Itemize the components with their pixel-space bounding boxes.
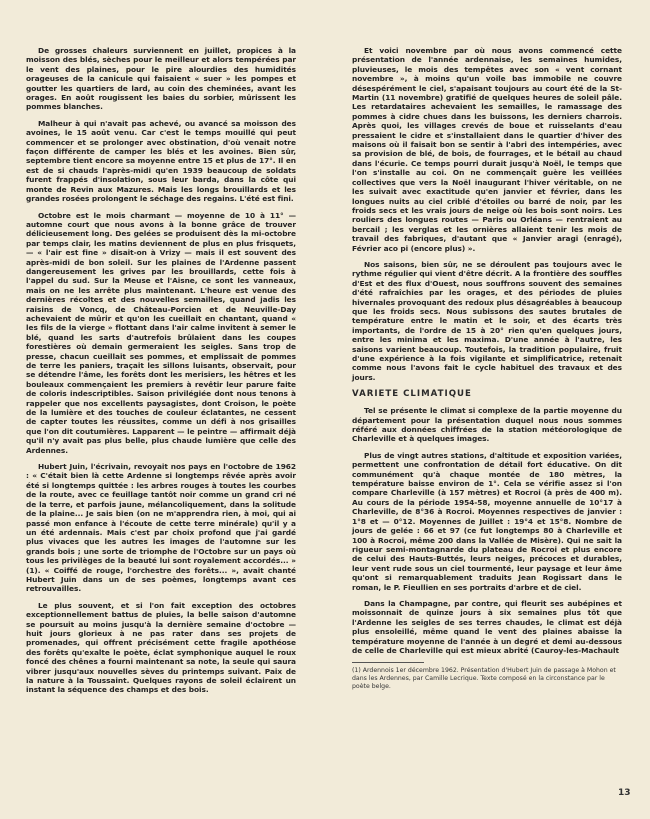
footnote: (1) Ardennois 1er décembre 1962. Présentation d'Hubert Juin de passage à Mohon et dans les Ardennes, par Camille Lecrique. Texte composé en la circonstance par le poète belge. — [352, 667, 616, 690]
section-heading: VARIETE CLIMATIQUE — [352, 389, 472, 400]
left-column — [26, 46, 296, 702]
right-column — [352, 46, 622, 690]
paragraph-climate-intro: Tel se présente le climat si complexe de la partie moyenne du département pour la présentation duquel nous nous sommes référé aux données chiffrées de la station météorologique de Charleville et à quelques images. — [352, 406, 622, 444]
paragraph-harvest-heat: De grosses chaleurs surviennent en juillet, propices à la moisson des blés, sèches pour le meilleur et alors tempérées par le vent des plaines, pour le pire alourdies des humidités orageuses de la canicule qui faisaient « suer » les pompes et goutter les quartiers de lard, au coin des cheminées, avant les orages. En août rougissent les baies du sorbier, mûrissent les pommes blanches. — [26, 46, 296, 112]
paragraph-hubert-juin: Hubert Juin, l'écrivain, revoyait nos pays en l'octobre de 1962 : « C'était bien là cette Ardenne si longtemps rêvée après avoir été si longtemps quittée : les arbres rouges à toutes les courbes de la route, avec ce feuillage tantôt noir comme un grand cri né de la terre, et parfois jaune, mélancoliquement, dans la solitude de la plaine... Je sais bien (on ne m'apprendra rien, à moi, qui ai passé mon enfance à l'écoute de cette terre minérale) qu'il y a un été ardennais. Mais c'est par choix profond que j'ai gardé plus vivaces que les autres les images de l'automne sur les grands bois ; une sorte de triomphe de l'Octobre sur un pays où tous les privilèges de la beauté lui sont royalement accordés... » (1). « Coiffé de rouge, l'orchestre des forêts... », avait chanté Hubert Juin dans un de ses poèmes, longtemps avant ces retrouvailles. — [26, 462, 296, 594]
page-number: 13 — [618, 788, 631, 798]
paragraph-champagne: Dans la Champagne, par contre, qui fleurit ses aubépines et moissonnait de quinze jours à six semaines plus tôt que l'Ardenne les seigles de ses terres chaudes, le climat est déjà plus ensoleillé, même quand le vent des plaines abaisse la température moyenne de l'année à un degré et demi au-dessous de celle de Charleville qui est mieux abrité (Cauroy-les-Machault — [352, 598, 622, 655]
paragraph-october: Octobre est le mois charmant — moyenne de 10 à 11° — automne court que nous avons à la bonne grâce de trouver délicieusement long. Des gelées se produisent dès la mi-octobre par temps clair, les matins deviennent de plus en plus frisquets, — « l'air est fine » disait-on à Vrizy — mais il est souvent des après-midi de bon soleil. Sur les plaines de l'Ardenne passent dangereusement les grives par les brouillards, cette fois à l'appel du sud. Sur la Meuse et l'Aisne, ce sont les vanneaux, mais on ne les arrête plus maintenant. L'heure est venue des dernières récoltes et des nouvelles semailles, quand jadis les raisins de Voncq, de Château-Porcien et de Neuville-Day achevaient de mûrir et qu'on les cueillait en chantant, quand « les fils de la vierge » flottant dans l'air calme invitent à semer le blé, quand les sarts d'autrefois brûlaient dans les coupes forestières où demain germeraient les seigles. Sans trop de presse, chacun cueillait ses pommes, et emplissait de pommes de terre les paniers, traçait les sillons luisants, observait, pour se détendre l'âme, les forêts dont les merisiers, les hêtres et les bouleaux commençaient les premiers à revêtir leur parure faite de coloris indescriptibles. Saison privilégiée dont nous tenons à rappeler que nos excellents paysagistes, dont Croison, le poète de la lumière et des touches de couleur éclatantes, ne cessent de capter toutes les réussites, comme un défi à nos grisailles que l'on dit coutumières. Lapparent — le peintre — affirmait déjà qu'il n'y avait pas plus belle, plus chaude lumière que celle des Ardennes. — [26, 210, 296, 455]
footnote-divider — [352, 662, 424, 663]
paragraph-stations: Plus de vingt autres stations, d'altitude et exposition variées, permettent une confrontation de détail fort éducative. On dit communément qu'à chaque montée de 180 mètres, la température baisse environ de 1°. Cela se vérifie assez si l'on compare Charleville (à 157 mètres) et Rocroi (à près de 400 m). Au cours de la période 1954-58, moyenne annuelle de 10°17 à Charleville, de 8°36 à Rocroi. Moyennes respectives de janvier : 1°8 et — 0°12. Moyennes de Juillet : 19°4 et 15°8. Nombre de jours de gelée : 66 et 97 (ce fut longtemps 80 à Charleville et 100 à Rocroi, même 200 dans la Vallée de Misère). Qui ne sait la rigueur semi-montagnarde du plateau de Rocroi et plus encore de celui des Hauts-Buttés, leurs neiges, précoces et durables, leur vent rude sous un ciel tourmenté, leur paysage et leur âme qu'ont si remarquablement traduits Jean Rogissart dans le roman, le P. Fieullien en ses portraits d'arbre et de ciel. — [352, 450, 622, 592]
paragraph-late-october: Le plus souvent, et si l'on fait exception des octobres exceptionnellement battus de pluies, la belle saison d'automne se poursuit au moins jusqu'à la dernière semaine d'octobre — huit jours glorieux à ne pas rater dans ses projets de promenades, qui offrent précisément cette fragile apothéose des forêts qu'exalte le poète, éclat symphonique auquel le roux foncé des chênes a fourni maintenant sa note, la seule qui saura vibrer jusqu'aux nouvelles sèves du printemps suivant. Paix de la nature à la Toussaint. Quelques rayons de soleil éclairent un instant la séquence des champs et des bois. — [26, 600, 296, 695]
paragraph-november: Et voici novembre par où nous avons commencé cette présentation de l'année ardennaise, les semaines humides, pluvieuses, le mois des tempêtes avec son « vent cornant novembre », à moins qu'un voile bas immobile ne couvre désespérément le ciel, s'apaisant toujours au court été de la St-Martin (11 novembre) gratifié de quelques heures de soleil pâle. Les retardataires achevaient les semailles, le ramassage des pommes à cidre chues dans les buissons, les derniers charrois. Après quoi, les villages crevés de boue et ruisselants d'eau pressaient le cidre et s'installaient dans le quartier d'hiver des maisons où il faisait bon se sentir à l'abri des intempéries, avec sa provision de blé, de bois, de fourrages, et le bétail au chaud dans l'écurie. Ce temps pourri durait jusqu'à Noël, le temps que l'on s'installe au coi. On ne commençait guère les veillées collectives que vers la Noël inaugurant l'hiver véritable, on ne les suivait avec exactitude qu'en janvier et février, dans les longues nuits au ciel criblé d'étoiles ou barré de noir, par les froids secs et les vrais jours de neige où les bois sont noirs. Les rouliers des longues routes — Paris ou Orléans — rentraient au bercail ; les verglas et les ornières allaient tenir les mois de travail des fabriques, d'autant que « Janvier aragi (enragé), Février aco pi (encore plus) ». — [352, 46, 622, 253]
paragraph-seasons-variation: Nos saisons, bien sûr, ne se déroulent pas toujours avec le rythme régulier qui vient d'être décrit. A la frontière des souffles d'Est et des flux d'Ouest, nous souffrons souvent des semaines d'été rafraîchies par les orages, et des périodes de pluies hivernales provoquant des redoux plus désagréables à beaucoup que les froids secs. Nous subissons des sautes brutales de température entre le matin et le soir, et des écarts très importants, de l'ordre de 15 à 20° rien qu'en quelques jours, entre les minima et les maxima. D'une année à l'autre, les saisons varient beaucoup. Toutefois, la tradition populaire, fruit d'une expérience à la fois vigilante et simplificatrice, retenait comme nous l'avons fait le cycle habituel des travaux et des jours. — [352, 259, 622, 382]
paragraph-august-oats: Malheur à qui n'avait pas achevé, ou avancé sa moisson des avoines, le 15 août venu. Car c'est le temps mouillé qui peut commencer et se prolonger avec obstination, d'où venait notre façon différente de camper les blés et les avoines. Bien sûr, septembre tient encore sa moyenne entre 15 et plus de 17°. Il en est de si chauds l'après-midi qu'en 1939 beaucoup de soldats furent frappés d'insolation, sous leur barda, dans la côte qui monte de Revin aux Mazures. Mais les longs brouillards et les grandes rosées prolongent le séchage des regains. L'été est fini. — [26, 118, 296, 204]
